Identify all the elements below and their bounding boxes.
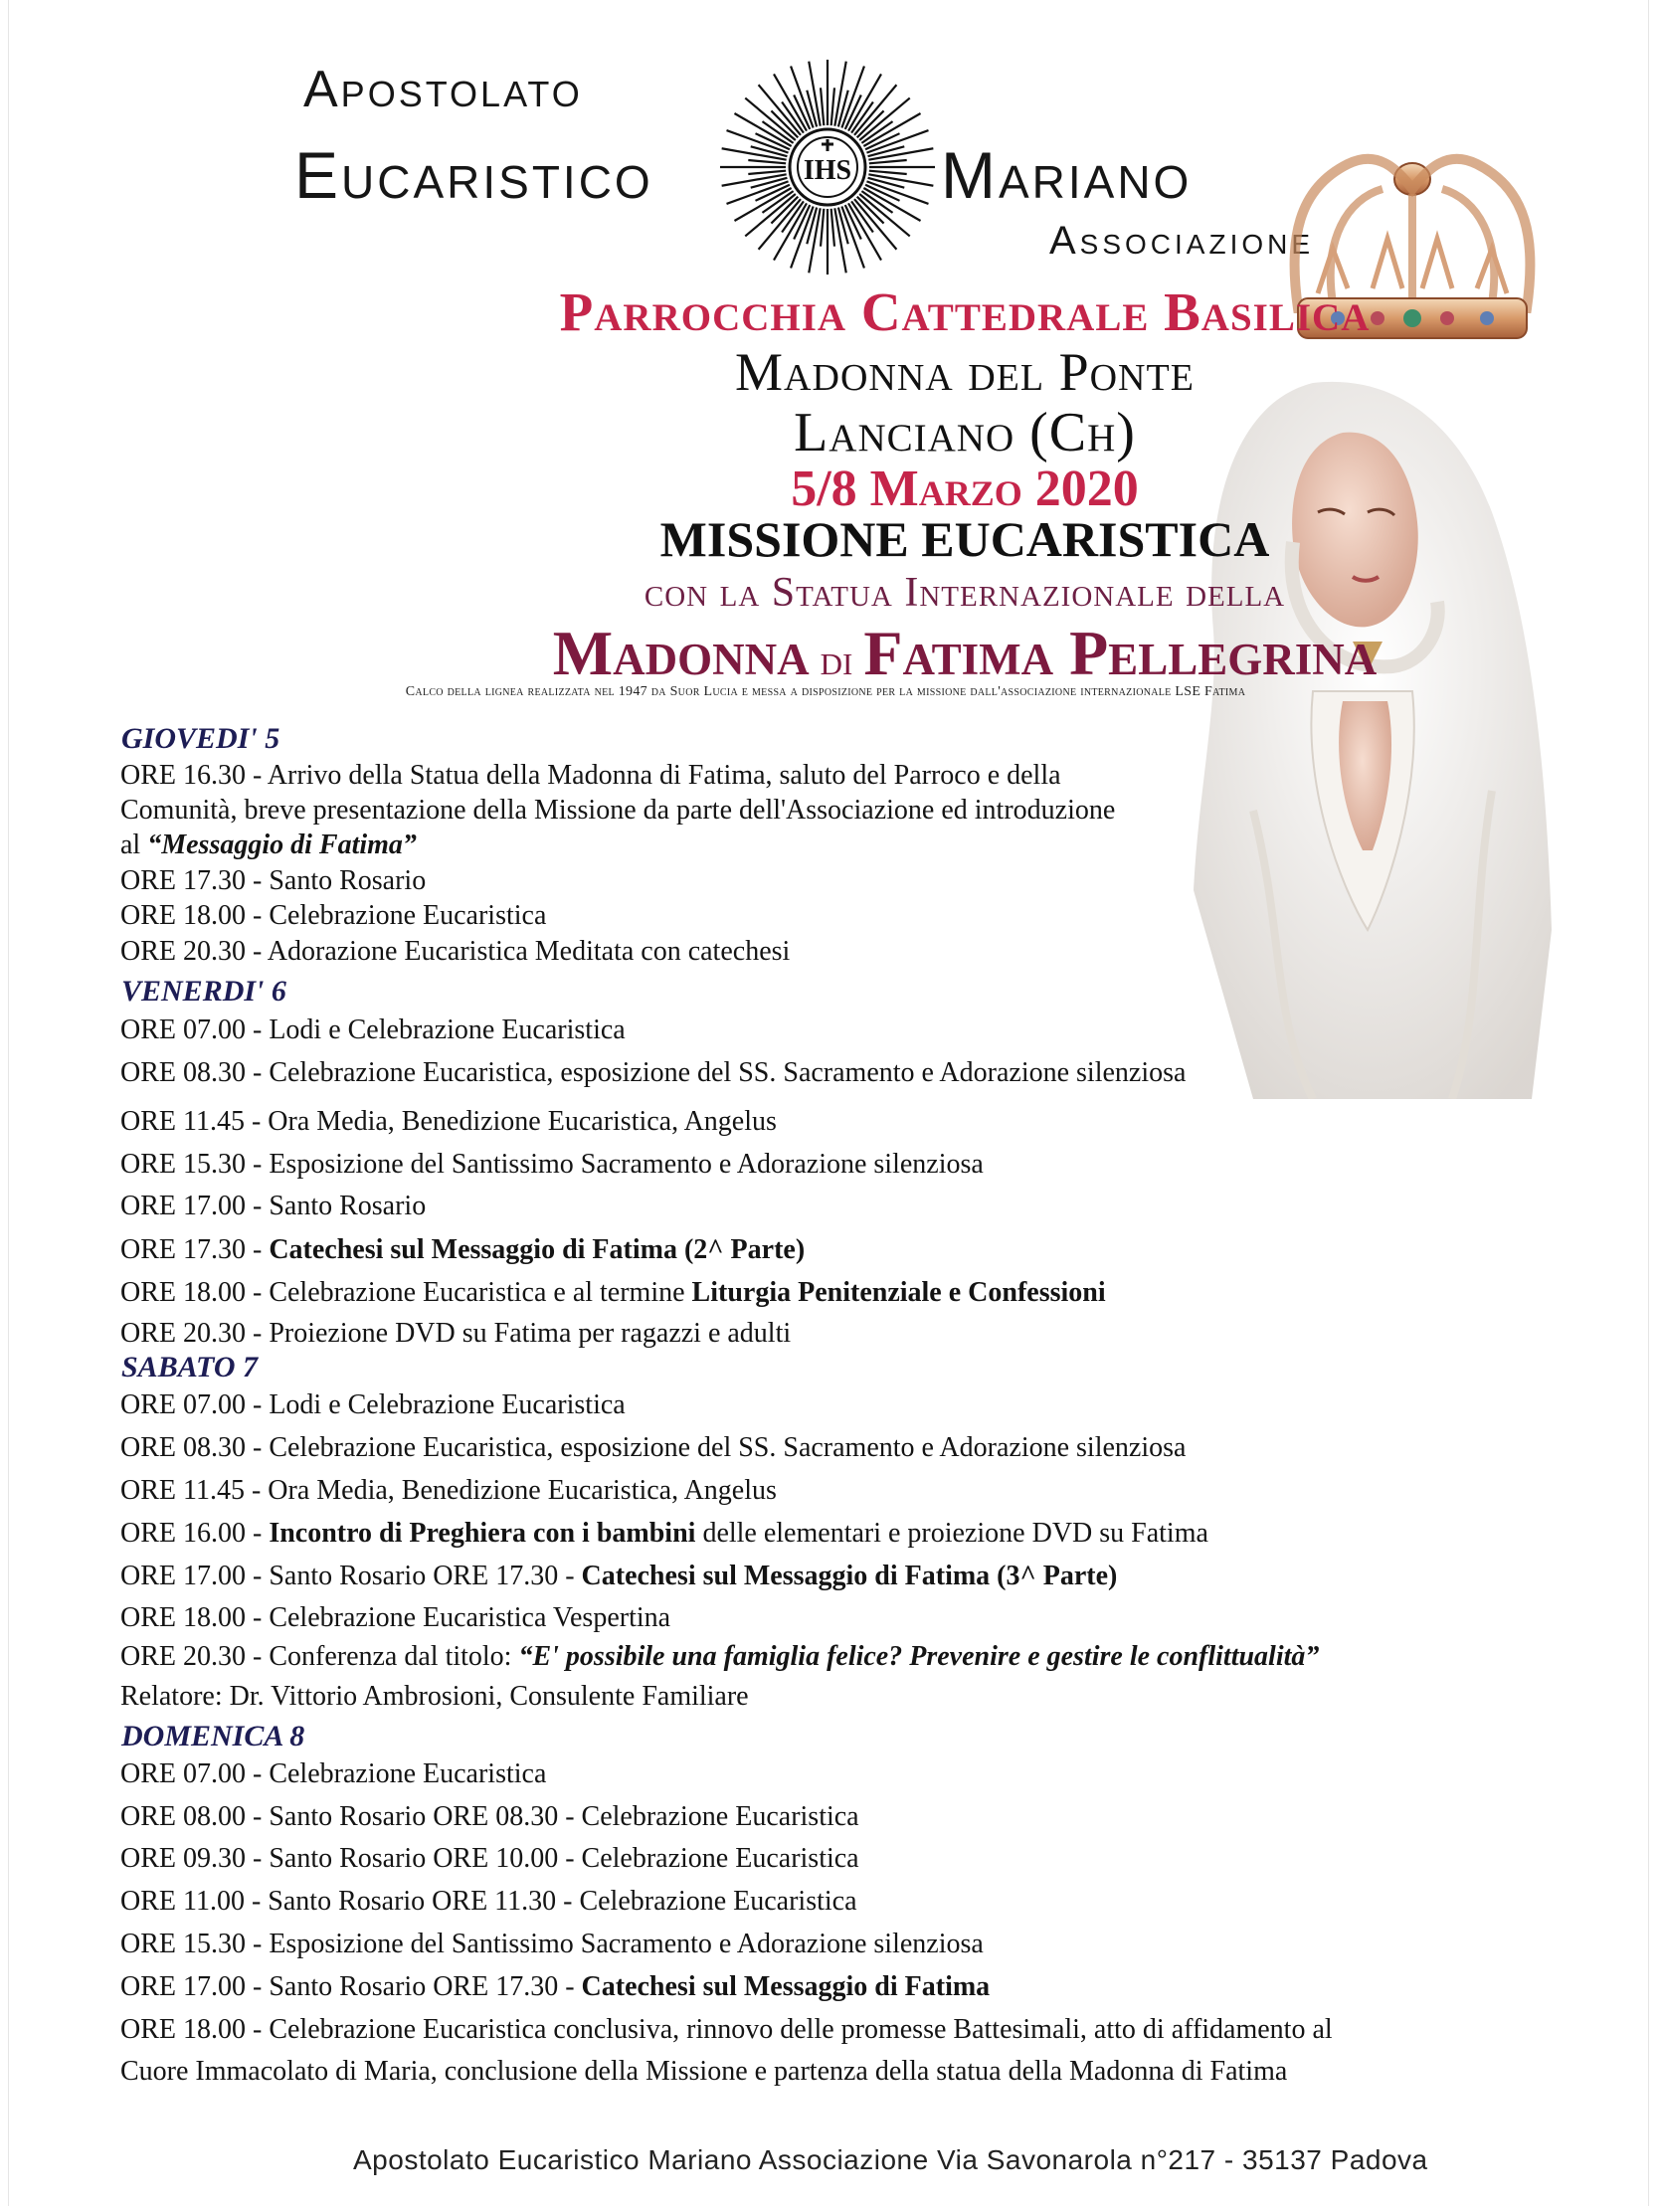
schedule-line: ORE 15.30 - Esposizione del Santissimo Sacramento e Adorazione silenziosa (120, 1149, 984, 1180)
parish-title: Parrocchia Cattedrale Basilica (559, 281, 1371, 342)
schedule-line: Comunità, breve presentazione della Missione da parte dell'Associazione ed introduzione (120, 795, 1116, 826)
schedule-line: ORE 18.00 - Celebrazione Eucaristica (120, 900, 547, 931)
schedule-line: ORE 08.30 - Celebrazione Eucaristica, esposizione del SS. Sacramento e Adorazione silenziosa (120, 1432, 1187, 1463)
logo-line-mariano: Mariano (941, 138, 1193, 212)
schedule-emphasis: Catechesi sul Messaggio di Fatima (2^ Parte) (269, 1234, 806, 1265)
day-heading-friday: VENERDI' 6 (121, 975, 286, 1008)
schedule-text: ORE 17.00 - Santo Rosario ORE 17.30 - (120, 1971, 582, 2002)
day-heading-thursday: GIOVEDI' 5 (121, 722, 280, 755)
statue-note: Calco della lignea realizzata nel 1947 da Suor Lucia e messa a disposizione per la missione dall'associazione internazionale LSE Fatima (405, 684, 1246, 699)
day-heading-saturday: SABATO 7 (121, 1351, 259, 1383)
schedule-line: ORE 17.00 - Santo Rosario (120, 1191, 427, 1221)
schedule-line: ORE 08.30 - Celebrazione Eucaristica, esposizione del SS. Sacramento e Adorazione silenziosa (120, 1057, 1187, 1088)
schedule-line (120, 1971, 990, 2003)
sunburst-ray (869, 160, 907, 163)
schedule-emphasis: Catechesi sul Messaggio di Fatima (581, 1971, 991, 2002)
schedule-line (120, 1234, 805, 1266)
schedule-line: ORE 15.30 - Esposizione del Santissimo Sacramento e Adorazione silenziosa (120, 1929, 984, 1959)
schedule-line: ORE 08.00 - Santo Rosario ORE 08.30 - Celebrazione Eucaristica (120, 1801, 859, 1832)
schedule-text: ORE 18.00 - Celebrazione Eucaristica e al termine (120, 1277, 692, 1308)
mission-title: MISSIONE EUCARISTICA (659, 511, 1270, 567)
schedule-text: ORE 16.00 - (120, 1518, 270, 1549)
schedule-line: ORE 11.45 - Ora Media, Benedizione Eucaristica, Angelus (120, 1106, 777, 1137)
schedule-text: delle elementari e proiezione DVD su Fatima (695, 1518, 1208, 1549)
schedule-line: ORE 18.00 - Celebrazione Eucaristica Vespertina (120, 1602, 671, 1633)
logo-line-associazione: Associazione (1049, 219, 1315, 263)
schedule-text: ORE 17.00 - Santo Rosario ORE 17.30 - (120, 1561, 582, 1591)
ihs-monogram: IHS (803, 155, 852, 186)
schedule-emphasis: “Messaggio di Fatima” (147, 830, 417, 860)
day-heading-sunday: DOMENICA 8 (121, 1720, 305, 1752)
schedule-line: ORE 11.45 - Ora Media, Benedizione Eucaristica, Angelus (120, 1475, 777, 1506)
sunburst-ray (821, 88, 824, 125)
fatima-title-part-2: di (809, 636, 864, 684)
schedule-line: ORE 16.30 - Arrivo della Statua della Madonna di Fatima, saluto del Parroco e della (120, 760, 1061, 791)
fatima-title-part-3: Fatima Pellegrina (863, 618, 1378, 688)
event-dates: 5/8 Marzo 2020 (791, 461, 1139, 517)
schedule-line: ORE 07.00 - Celebrazione Eucaristica (120, 1758, 547, 1789)
schedule-line: ORE 07.00 - Lodi e Celebrazione Eucaristica (120, 1389, 626, 1420)
schedule-line: ORE 11.00 - Santo Rosario ORE 11.30 - Celebrazione Eucaristica (120, 1886, 857, 1917)
schedule-emphasis: Liturgia Penitenziale e Confessioni (691, 1277, 1106, 1308)
schedule-line (120, 1277, 1106, 1309)
schedule-line (120, 830, 417, 861)
logo-line-apostolato: Apostolato (303, 61, 583, 118)
sunburst-ray (821, 209, 824, 247)
sunburst-ray (831, 88, 834, 125)
schedule-line: Cuore Immacolato di Maria, conclusione della Missione e partenza della statua della Madonna di Fatima (120, 2056, 1288, 2087)
schedule-line (120, 1518, 1208, 1550)
church-name: Madonna del Ponte (735, 342, 1195, 402)
schedule-text: ORE 20.30 - Conferenza dal titolo: (120, 1641, 519, 1672)
schedule-line: ORE 20.30 - Adorazione Eucaristica Meditata con catechesi (120, 936, 791, 967)
schedule-line: ORE 20.30 - Proiezione DVD su Fatima per ragazzi e adulti (120, 1318, 792, 1349)
schedule-emphasis: Incontro di Preghiera con i bambini (269, 1518, 696, 1549)
schedule-line: ORE 07.00 - Lodi e Celebrazione Eucaristica (120, 1014, 626, 1045)
sunburst-ray (869, 171, 907, 174)
schedule-line: ORE 09.30 - Santo Rosario ORE 10.00 - Celebrazione Eucaristica (120, 1843, 859, 1874)
schedule-line: ORE 17.30 - Santo Rosario (120, 865, 427, 896)
city-name: Lanciano (Ch) (794, 402, 1136, 463)
fatima-title-part-1: Madonna (552, 618, 810, 688)
sunburst-ray (748, 160, 786, 163)
sunburst-ray (831, 209, 834, 247)
schedule-line (120, 1641, 1319, 1673)
schedule-line (120, 1561, 1117, 1592)
sunburst-ray (748, 171, 786, 174)
ihs-sunburst-icon (716, 56, 939, 278)
schedule-emphasis: Catechesi sul Messaggio di Fatima (3^ Parte) (581, 1561, 1118, 1591)
schedule-emphasis: “E' possibile una famiglia felice? Prevenire e gestire le conflittualità” (518, 1641, 1320, 1672)
schedule-line: ORE 18.00 - Celebrazione Eucaristica conclusiva, rinnovo delle promesse Battesimali, atto di affidamento al (120, 2014, 1333, 2045)
madonna-fatima-title (308, 617, 1621, 690)
schedule-text: al (120, 830, 148, 860)
schedule-text: ORE 17.30 - (120, 1234, 270, 1265)
schedule-line: Relatore: Dr. Vittorio Ambrosioni, Consulente Familiare (120, 1681, 749, 1712)
footer-address: Apostolato Eucaristico Mariano Associazione Via Savonarola n°217 - 35137 Padova (353, 2144, 1428, 2175)
statue-subtitle: con la Statua Internazionale della (644, 570, 1286, 616)
logo-line-eucaristico: Eucaristico (294, 138, 653, 212)
